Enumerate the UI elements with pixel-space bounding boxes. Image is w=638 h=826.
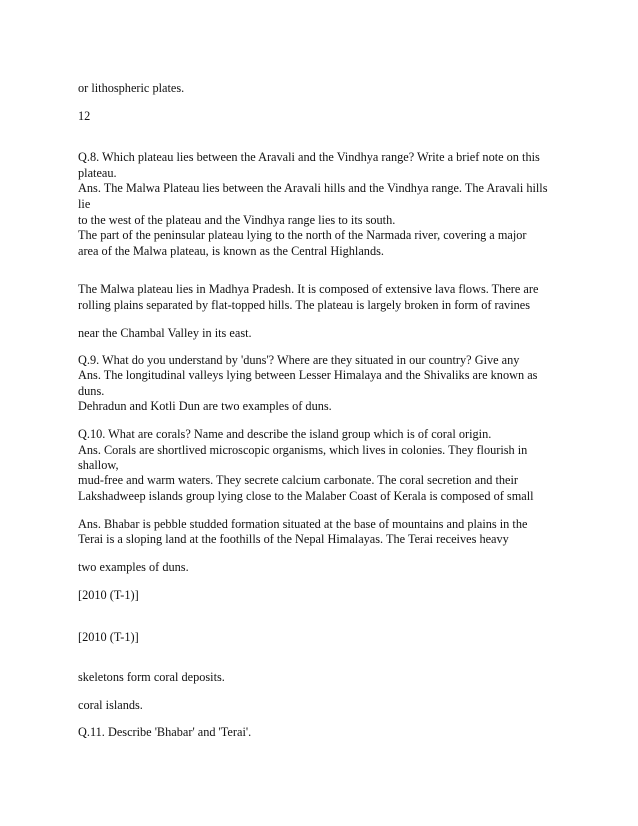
- text-line: Dehradun and Kotli Dun are two examples of duns.: [78, 399, 332, 413]
- page-number: 12: [78, 109, 91, 123]
- text-line: shallow,: [78, 458, 119, 472]
- text-line: The part of the peninsular plateau lying to the north of the Narmada river, covering a major: [78, 228, 527, 242]
- question-10: Q.10. What are corals? Name and describe the island group which is of coral origin.: [78, 427, 492, 441]
- text-line: Lakshadweep islands group lying close to the Malaber Coast of Kerala is composed of small: [78, 489, 534, 503]
- answer-10: Ans. Corals are shortlived microscopic organisms, which lives in colonies. They flourish in: [78, 443, 528, 457]
- answer-11: Ans. Bhabar is pebble studded formation situated at the base of mountains and plains in the: [78, 517, 528, 531]
- text-line: skeletons form coral deposits.: [78, 670, 225, 684]
- text-line: coral islands.: [78, 698, 143, 712]
- year-tag: [2010 (T-1)]: [78, 588, 139, 602]
- text-line: The Malwa plateau lies in Madhya Pradesh. It is composed of extensive lava flows. There are: [78, 282, 539, 296]
- year-tag: [2010 (T-1)]: [78, 630, 139, 644]
- text-line: plateau.: [78, 166, 117, 180]
- answer-8: Ans. The Malwa Plateau lies between the Aravali hills and the Vindhya range. The Aravali hills: [78, 181, 548, 195]
- text-line: lie: [78, 197, 91, 211]
- text-line: duns.: [78, 384, 105, 398]
- text-line: Terai is a sloping land at the foothills of the Nepal Himalayas. The Terai receives heavy: [78, 532, 509, 546]
- question-9: Q.9. What do you understand by 'duns'? Where are they situated in our country? Give any: [78, 353, 520, 367]
- question-8: Q.8. Which plateau lies between the Aravali and the Vindhya range? Write a brief note on this: [78, 150, 540, 164]
- text-line: near the Chambal Valley in its east.: [78, 326, 252, 340]
- text-line: area of the Malwa plateau, is known as the Central Highlands.: [78, 244, 384, 258]
- text-line: to the west of the plateau and the Vindhya range lies to its south.: [78, 213, 396, 227]
- text-line: mud-free and warm waters. They secrete calcium carbonate. The coral secretion and their: [78, 473, 518, 487]
- text-line: or lithospheric plates.: [78, 81, 185, 95]
- answer-9: Ans. The longitudinal valleys lying between Lesser Himalaya and the Shivaliks are known as: [78, 368, 538, 382]
- text-line: rolling plains separated by flat-topped hills. The plateau is largely broken in form of ravines: [78, 298, 531, 312]
- text-line: two examples of duns.: [78, 560, 189, 574]
- question-11: Q.11. Describe 'Bhabar' and 'Terai'.: [78, 725, 252, 739]
